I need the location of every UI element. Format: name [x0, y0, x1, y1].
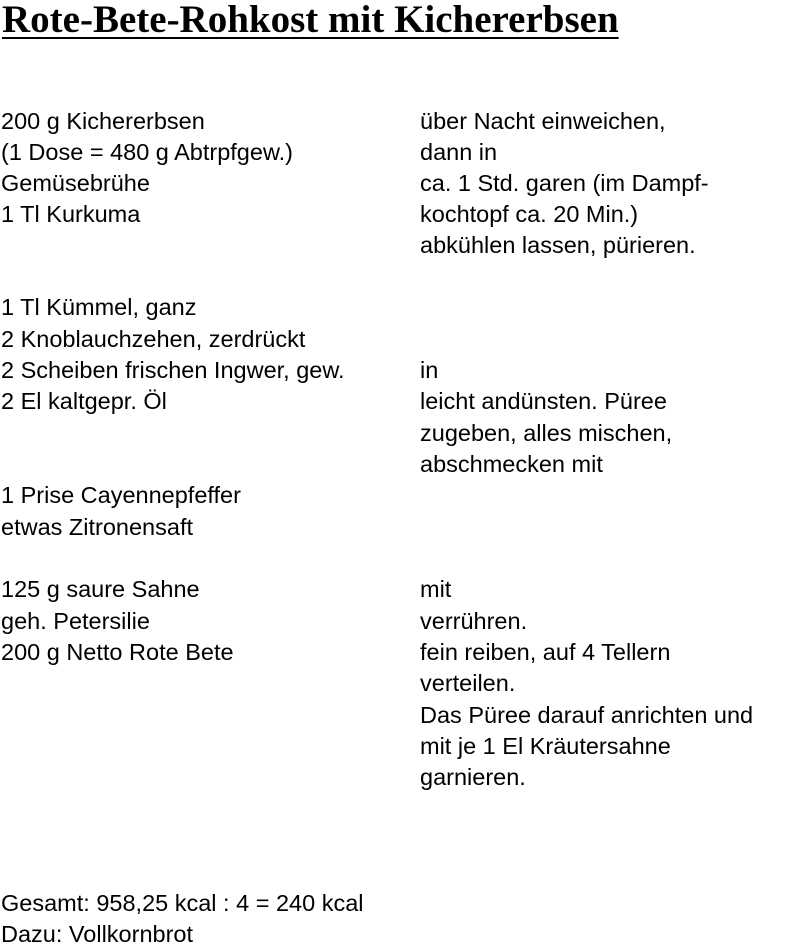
- instruction-line: über Nacht einweichen,: [420, 108, 666, 134]
- instruction-line: verteilen.: [420, 670, 516, 696]
- instruction-line: dann in: [420, 139, 498, 165]
- recipe-title: Rote-Bete-Rohkost mit Kichererbsen: [2, 0, 619, 41]
- instruction-line: abkühlen lassen, pürieren.: [420, 232, 696, 258]
- instruction-line: in: [420, 357, 439, 383]
- instruction-line: fein reiben, auf 4 Tellern: [420, 639, 671, 665]
- instruction-line: abschmecken mit: [420, 451, 603, 477]
- ingredient-line: 1 Tl Kurkuma: [1, 201, 141, 227]
- instruction-line: kochtopf ca. 20 Min.): [420, 201, 639, 227]
- ingredient-line: 1 Prise Cayennepfeffer: [1, 482, 241, 508]
- calorie-total: Gesamt: 958,25 kcal : 4 = 240 kcal: [1, 890, 364, 916]
- instruction-line: Das Püree darauf anrichten und: [420, 702, 754, 728]
- side-dish: Dazu: Vollkornbrot: [1, 921, 194, 947]
- instruction-line: leicht andünsten. Püree: [420, 388, 667, 414]
- ingredient-line: geh. Petersilie: [1, 608, 150, 634]
- ingredient-line: etwas Zitronensaft: [1, 514, 194, 540]
- ingredient-line: 200 g Netto Rote Bete: [1, 639, 234, 665]
- ingredient-line: 2 El kaltgepr. Öl: [1, 388, 167, 414]
- ingredient-line: Gemüsebrühe: [1, 170, 150, 196]
- ingredient-line: 1 Tl Kümmel, ganz: [1, 294, 197, 320]
- ingredient-line: 200 g Kichererbsen: [1, 108, 205, 134]
- instruction-line: verrühren.: [420, 608, 528, 634]
- instruction-line: ca. 1 Std. garen (im Dampf-: [420, 170, 709, 196]
- instruction-line: garnieren.: [420, 764, 526, 790]
- ingredient-line: (1 Dose = 480 g Abtrpfgew.): [1, 139, 293, 165]
- instruction-line: zugeben, alles mischen,: [420, 420, 673, 446]
- ingredient-line: 2 Scheiben frischen Ingwer, gew.: [1, 357, 345, 383]
- ingredient-line: 2 Knoblauchzehen, zerdrückt: [1, 326, 306, 352]
- ingredient-line: 125 g saure Sahne: [1, 576, 200, 602]
- instruction-line: mit je 1 El Kräutersahne: [420, 733, 671, 759]
- instruction-line: mit: [420, 576, 452, 602]
